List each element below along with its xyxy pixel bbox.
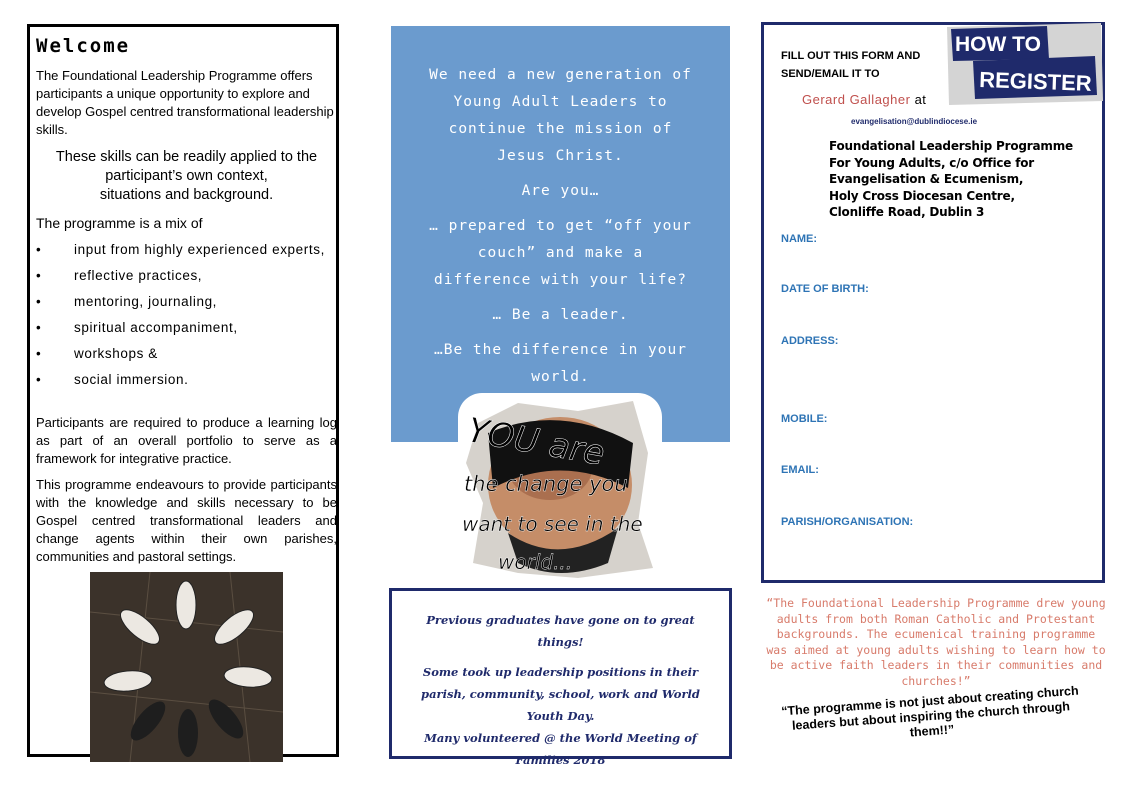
- new-generation-text: We need a new generation of Young Adult Leaders to continue the mission of Jesus Christ.: [429, 67, 692, 164]
- list-item: • reflective practices,: [36, 267, 336, 284]
- parish-field-label[interactable]: PARISH/ORGANISATION:: [781, 516, 914, 528]
- skills-paragraph: [36, 148, 337, 205]
- name-field-label[interactable]: NAME:: [781, 233, 818, 245]
- dob-field-label[interactable]: DATE OF BIRTH:: [781, 283, 869, 295]
- you-are-the-change-image: [458, 393, 662, 585]
- graduates-leadership: Some took up leadership positions in their parish, community, school, work and World Youth Day.: [421, 665, 700, 723]
- portfolio-paragraph: Participants are required to produce a learning log as part of an overall portfolio to serve as a framework for integrative practice.: [36, 415, 337, 466]
- list-item: • workshops &: [36, 345, 336, 362]
- form-instructions: [781, 47, 920, 83]
- welcome-panel: [27, 24, 339, 757]
- graduates-volunteered: Many volunteered @ the World Meeting of Families 2018: [424, 731, 697, 767]
- address-line: Foundational Leadership Programme: [829, 139, 1073, 153]
- image-text-line-1: YOU are: [464, 410, 608, 474]
- skills-line-1: These skills can be readily applied to the participant’s own context,: [55, 149, 318, 184]
- programme-mix-list: [36, 241, 336, 397]
- instruction-line-1: FILL OUT THIS FORM AND: [781, 50, 921, 62]
- are-you-text: Are you…: [521, 183, 600, 199]
- couch-text: … prepared to get “off your couch” and make a difference with your life?: [429, 218, 692, 288]
- contact-at: at: [914, 92, 927, 107]
- graduates-panel: [389, 588, 732, 767]
- endeavours-paragraph: This programme endeavours to provide participants with the knowledge and skills necessary to be Gospel centred transformational leaders and change agents within their own parishes, communities and pastoral settings.: [36, 477, 337, 564]
- graduates-intro: Previous graduates have gone on to great things!: [426, 613, 695, 649]
- inspiring-quote: “The programme is not just about creating church leaders but about inspiring the church through them!!”: [780, 683, 1080, 740]
- postal-address: [829, 138, 1073, 221]
- list-item: • input from highly experienced experts,: [36, 241, 336, 258]
- be-the-difference-text: …Be the difference in your world.: [434, 342, 687, 385]
- address-field-label[interactable]: ADDRESS:: [781, 335, 839, 347]
- how-to-register-badge: [943, 21, 1106, 107]
- list-item: • spiritual accompaniment,: [36, 319, 336, 336]
- image-text-line-3: want to see in the: [462, 512, 643, 536]
- mobile-field-label[interactable]: MOBILE:: [781, 413, 828, 425]
- list-item: • social immersion.: [36, 371, 336, 388]
- image-text-line-4: world...: [498, 550, 573, 574]
- intro-paragraph: The Foundational Leadership Programme offers participants a unique opportunity to explore and develop Gospel centred transformational leadership skills.: [36, 68, 334, 137]
- list-item: • mentoring, journaling,: [36, 293, 336, 310]
- badge-line-2: REGISTER: [978, 67, 1093, 96]
- contact-name: Gerard Gallagher: [802, 92, 911, 107]
- address-line: Holy Cross Diocesan Centre,: [829, 188, 1015, 203]
- badge-line-1: HOW TO: [955, 33, 1041, 56]
- address-line: For Young Adults, c/o Office for: [829, 155, 1034, 170]
- address-line: Evangelisation & Ecumenism,: [829, 172, 1024, 186]
- image-text-line-2: the change you: [464, 472, 628, 496]
- be-a-leader-text: … Be a leader.: [492, 307, 629, 323]
- ecumenical-quote: “The Foundational Leadership Programme drew young adults from both Roman Catholic and Protestant backgrounds. The ecumenical training programme was aimed at young adults wishing to learn how to be active faith leaders in their communities and churches!”: [766, 596, 1106, 688]
- instruction-line-2: SEND/EMAIL IT TO: [781, 68, 880, 80]
- feet-circle-photo: [90, 572, 283, 762]
- contact-line: [802, 92, 926, 107]
- call-to-action-panel: [391, 26, 730, 442]
- mix-heading: The programme is a mix of: [36, 215, 203, 231]
- address-line: Clonliffe Road, Dublin 3: [829, 205, 985, 219]
- welcome-heading: Welcome: [36, 35, 131, 57]
- contact-email[interactable]: evangelisation@dublindiocese.ie: [851, 117, 978, 126]
- email-field-label[interactable]: EMAIL:: [781, 464, 819, 476]
- skills-line-2: situations and background.: [99, 187, 274, 203]
